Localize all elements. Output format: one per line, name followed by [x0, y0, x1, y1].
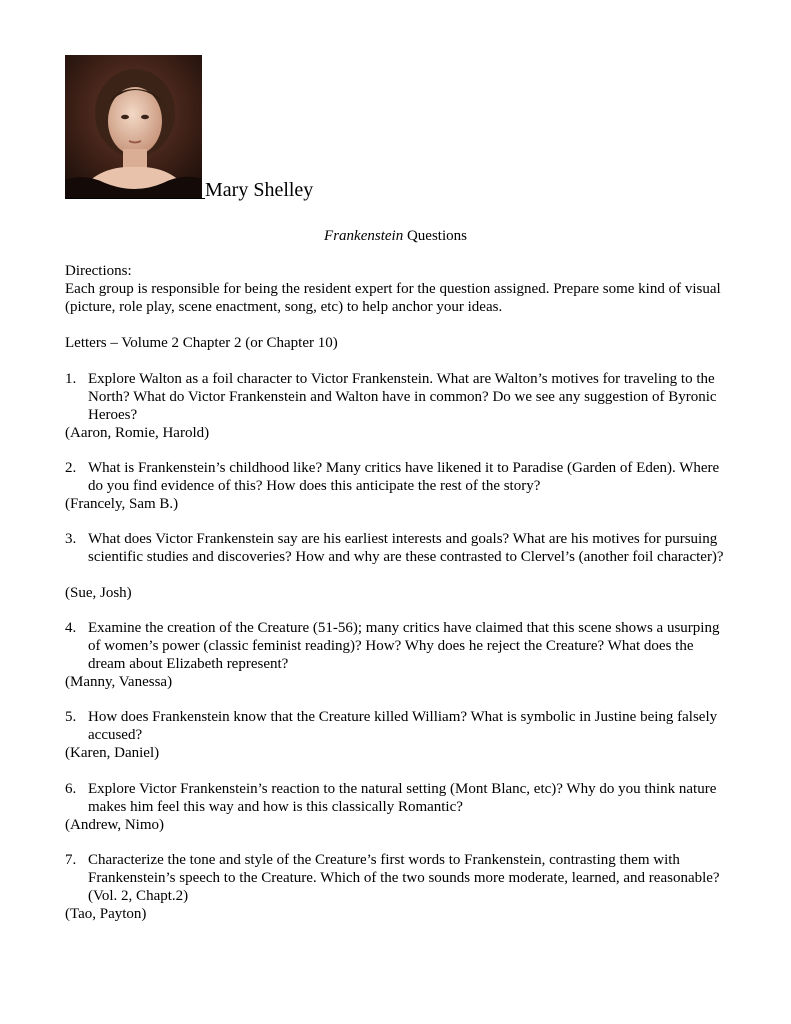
question-item: [65, 851, 725, 905]
question-group: (Karen, Daniel): [65, 745, 160, 761]
question-number: 2.: [65, 460, 77, 476]
directions-label: Directions:: [65, 263, 132, 279]
question-group: (Francely, Sam B.): [65, 496, 179, 512]
directions-text: Each group is responsible for being the resident expert for the question assigned. Prepare some kind of visual (picture, role play, scene enactment, song, etc) to help anchor your ideas.: [65, 281, 721, 315]
question-text: Explore Victor Frankenstein’s reaction to the natural setting (Mont Blanc, etc)? Why do you think nature makes him feel this way and how is this classically Romantic?: [88, 781, 717, 815]
title-rest: Questions: [403, 228, 467, 244]
question-group: (Tao, Payton): [65, 906, 147, 922]
question-number: 1.: [65, 371, 77, 387]
reading-scope: Letters – Volume 2 Chapter 2 (or Chapter 10): [65, 335, 338, 351]
question-group: (Andrew, Nimo): [65, 817, 165, 833]
author-portrait: [65, 55, 202, 198]
title-italic: Frankenstein: [324, 228, 404, 244]
question-number: 4.: [65, 620, 77, 636]
question-number: 5.: [65, 709, 77, 725]
question-item: [65, 370, 725, 424]
question-text: What does Victor Frankenstein say are his earliest interests and goals? What are his motives for pursuing scientific studies and discoveries? How and why are these contrasted to Clervel’s (another foil character)?: [88, 531, 724, 565]
portrait-underline: [65, 198, 205, 199]
question-text: Characterize the tone and style of the Creature’s first words to Frankenstein, contrasting them with Frankenstein’s speech to the Creature. Which of the two sounds more moderate, learned, and reasonable? (Vol. 2, Chapt.2): [88, 852, 720, 904]
document-title: [0, 227, 791, 245]
author-name: Mary Shelley: [205, 179, 314, 201]
question-text: Explore Walton as a foil character to Victor Frankenstein. What are Walton’s motives for traveling to the North? What do Victor Frankenstein and Walton have in common? Do we see any suggestion of Byronic Heroes?: [88, 371, 717, 423]
question-number: 7.: [65, 852, 77, 868]
question-item: [65, 530, 725, 566]
question-group: (Manny, Vanessa): [65, 674, 173, 690]
question-text: How does Frankenstein know that the Creature killed William? What is symbolic in Justine being falsely accused?: [88, 709, 718, 743]
question-item: [65, 780, 725, 816]
question-item: [65, 459, 725, 495]
question-group: (Sue, Josh): [65, 585, 132, 601]
question-number: 3.: [65, 531, 77, 547]
question-item: [65, 708, 725, 744]
question-number: 6.: [65, 781, 77, 797]
question-group: (Aaron, Romie, Harold): [65, 425, 210, 441]
question-text: What is Frankenstein’s childhood like? Many critics have likened it to Paradise (Garden of Eden). Where do you find evidence of this? How does this anticipate the rest of the story?: [88, 460, 720, 494]
question-item: [65, 619, 725, 673]
question-text: Examine the creation of the Creature (51-56); many critics have claimed that this scene shows a usurping of women’s power (classic feminist reading)? How? Why does he reject the Creature? What does the dream about Elizabeth represent?: [88, 620, 720, 672]
